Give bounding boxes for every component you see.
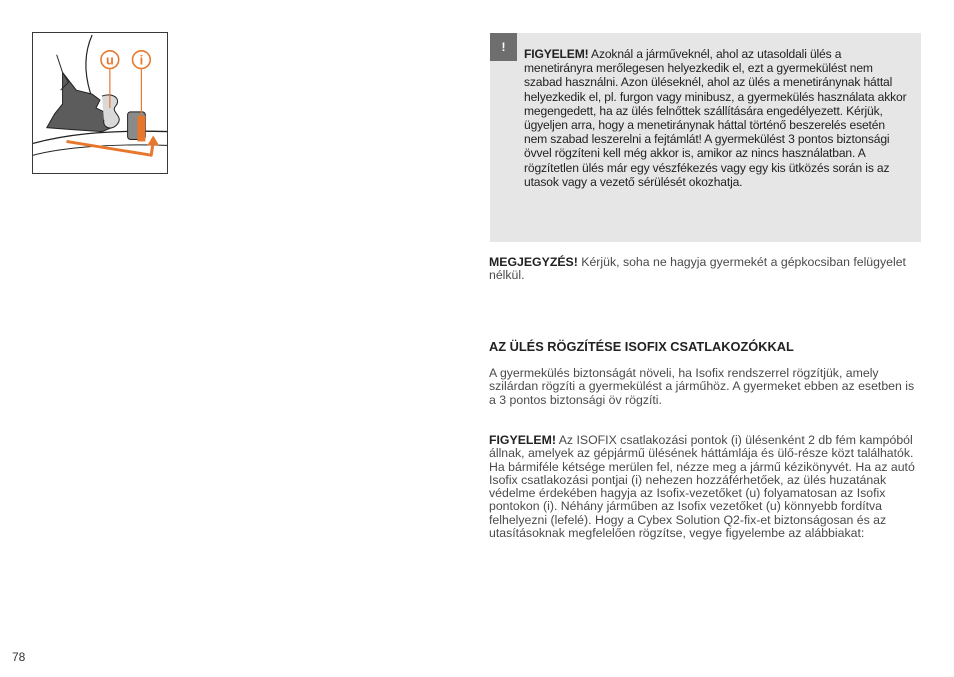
note-paragraph <box>489 256 919 283</box>
isofix-warning-lead: FIGYELEM! <box>489 433 556 447</box>
warning-box <box>490 33 921 242</box>
push-direction-arrow <box>67 141 154 155</box>
isofix-warning-body: Az ISOFIX csatlakozási pontok (i) ülésenként 2 db fém kampóból állnak, amelyek az gépjármű ülésének háttámlája és ülő-része közt találhatók. Ha bármiféle kétsége merülen fel, nézze meg a jármű kézikönyvét. Ha az autó Isofix csatlakozási pontjai (i) nehezen hozzáférhetőek, az ülés huzatának védelme érdekében hagyja az Isofix-vezetőket (u) folyamatosan az Isofix pontokon (i). Néhány járműben az Isofix vezetőket (u) könnyebb fordítva felhelyezni (lefelé). Hogy a Cybex Solution Q2-fix-et biztonságosan és az utasításoknak megfelelően rögzítse, vegye figyelembe az alábbiakat: <box>489 433 915 541</box>
label-i: i <box>139 52 144 68</box>
note-body: Kérjük, soha ne hagyja gyermekét a gépkocsiban felügyelet nélkül. <box>489 255 906 283</box>
warning-text <box>524 47 908 189</box>
section-intro: A gyermekülés biztonságát növeli, ha Isofix rendszerrel rögzítjük, amely szilárdan rögzíti a gyermekülést a járműhöz. A gyermeket ebben az esetben is a 3 pontos biztonsági öv rögzíti. <box>489 366 915 407</box>
warning-body: Azoknál a járműveknél, ahol az utasoldali ülés a menetirányra merőlegesen helyezkedik el, ezt a gyermekülést nem szabad használni. Azon üléseknél, ahol az ülés a menetiránynak háttal helyezkedik el, pl. furgon vagy minibusz, a gyermekülés használata akkor megengedett, ha az ülés felnőttek szállítására engedélyezett. Kérjük, ügyeljen arra, hogy a menetiránynak háttal történő beszerelés esetén nem szabad leszerelni a fejtámlát! A gyermekülést 3 pontos biztonsági övvel rögzíteni kell még akkor is, amikor az nincs használatban. A rögzítetlen ülés már egy vészfékezés vagy egy kis ütközés során is az utasok vagy a vezető sérülését okozhatja. <box>524 47 907 189</box>
isofix-point-marker <box>137 116 145 142</box>
note-lead: MEGJEGYZÉS! <box>489 255 578 269</box>
warning-lead: FIGYELEM! <box>524 47 589 61</box>
isofix-guide-drawing <box>33 33 167 173</box>
page-number: 78 <box>12 650 26 664</box>
label-u: u <box>105 52 114 68</box>
isofix-warning-paragraph <box>489 434 919 540</box>
section-heading: AZ ÜLÉS RÖGZÍTÉSE ISOFIX CSATLAKOZÓKKAL <box>489 339 794 354</box>
isofix-illustration <box>32 32 168 174</box>
warning-marker: ! <box>490 33 517 61</box>
